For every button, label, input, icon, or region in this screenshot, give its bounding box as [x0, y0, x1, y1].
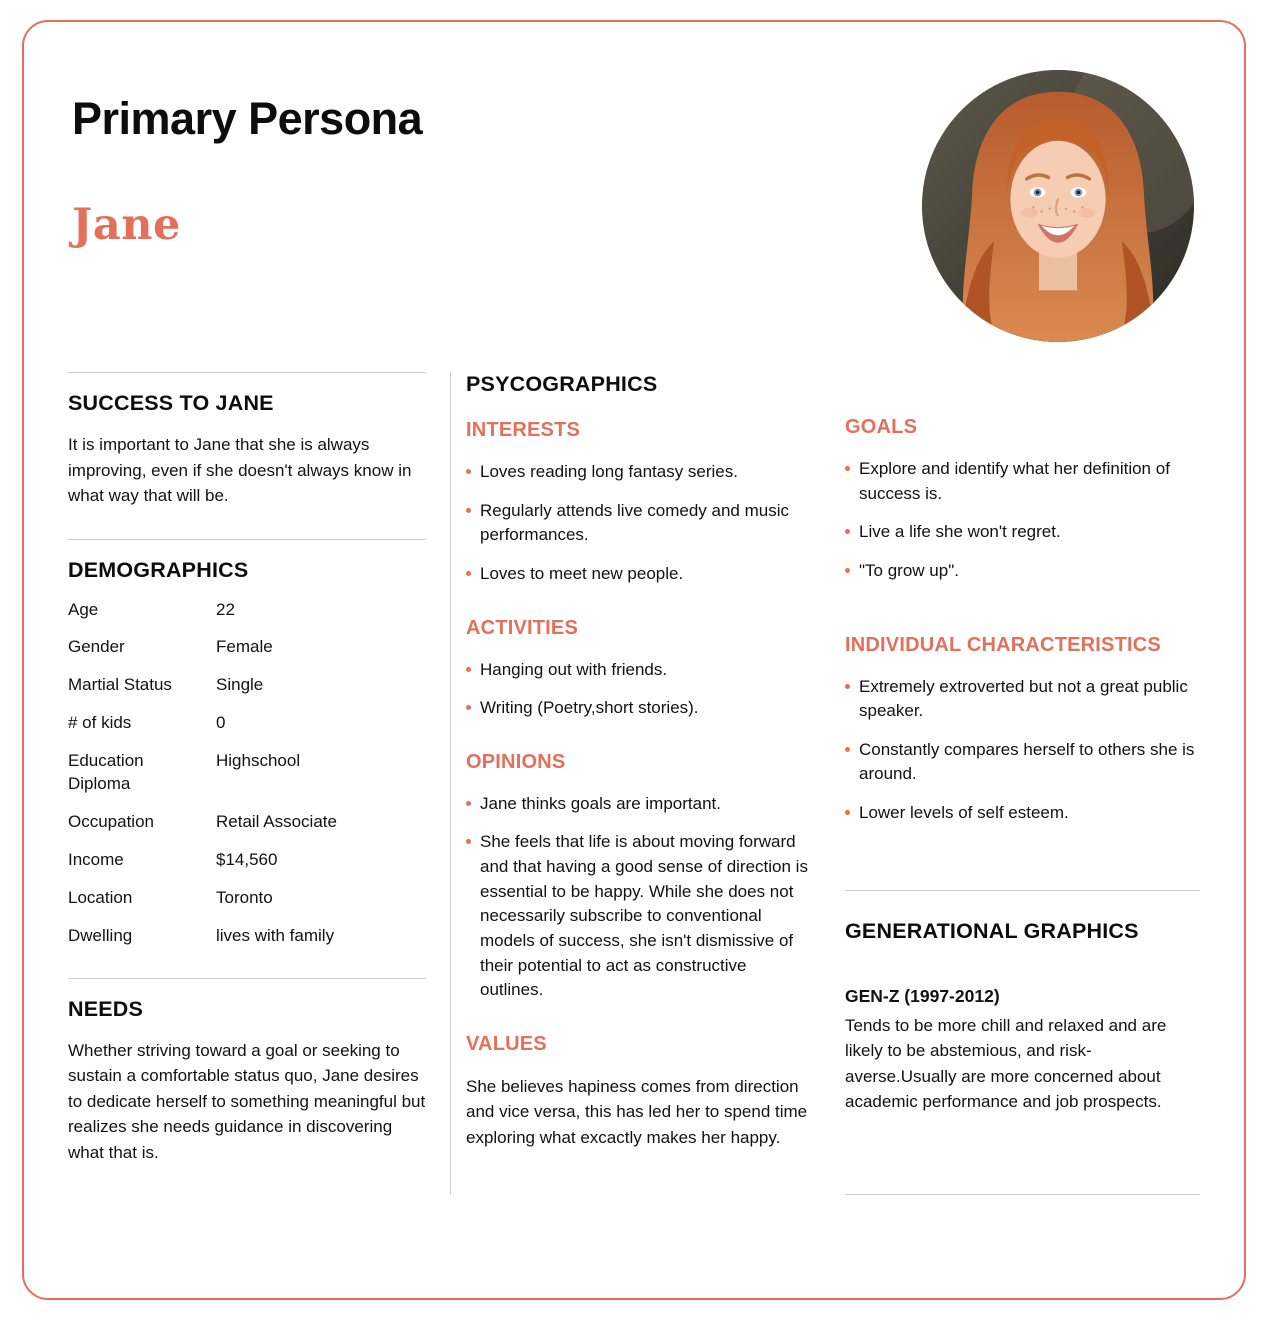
list-item: Loves reading long fantasy series.	[466, 460, 811, 485]
list-item: Live a life she won't regret.	[845, 520, 1200, 545]
demographic-value: Toronto	[216, 888, 273, 907]
list-item: "To grow up".	[845, 559, 1200, 584]
table-row	[68, 712, 426, 735]
list-item: Extremely extroverted but not a great public speaker.	[845, 675, 1200, 724]
success-body: It is important to Jane that she is always improving, even if she doesn't always know in what way that will be.	[68, 435, 412, 505]
divider	[68, 978, 426, 979]
list-item: Jane thinks goals are important.	[466, 792, 811, 817]
page-title: Primary Persona	[72, 93, 423, 144]
demographic-value: lives with family	[216, 925, 335, 945]
right-column	[845, 372, 1200, 1195]
interests-list	[466, 460, 811, 587]
demographic-label: Dwelling	[68, 925, 133, 945]
header	[68, 56, 1200, 342]
goals-list	[845, 457, 1200, 598]
table-row	[68, 925, 426, 948]
divider	[68, 372, 426, 373]
demographic-value: 22	[216, 599, 235, 619]
table-row	[68, 636, 426, 659]
psychographics-heading: PSYCOGRAPHICS	[466, 372, 658, 396]
persona-name: Jane	[72, 200, 181, 250]
opinions-list	[466, 792, 811, 1003]
activities-heading: ACTIVITIES	[466, 616, 579, 639]
table-row	[68, 849, 426, 872]
success-heading: SUCCESS TO JANE	[68, 391, 274, 415]
demographic-label: Location	[68, 888, 133, 907]
table-row	[68, 599, 426, 622]
list-item: Writing (Poetry,short stories).	[466, 696, 811, 721]
activities-list	[466, 658, 811, 721]
table-row	[68, 674, 426, 697]
list-item: Regularly attends live comedy and music performances.	[466, 499, 811, 548]
goals-heading: GOALS	[845, 416, 918, 438]
list-item: Loves to meet new people.	[466, 562, 811, 587]
list-item: She feels that life is about moving forward and that having a good sense of direction is essential to be happy. While she does not necessarily subscribe to conventional models of success, she isn't dismissive of their potential to act as constructive outlines.	[466, 830, 811, 1002]
individual-characteristics-heading: INDIVIDUAL CHARACTERISTICS	[845, 633, 1161, 656]
table-row	[68, 811, 426, 834]
demographics-table	[68, 599, 426, 948]
left-column	[68, 372, 426, 1195]
demographic-label: Martial Status	[68, 675, 172, 695]
demographic-value: Highschool	[216, 751, 301, 771]
divider	[845, 890, 1200, 891]
list-item: Lower levels of self esteem.	[845, 801, 1200, 826]
demographic-label: Gender	[68, 637, 125, 657]
list-item: Hanging out with friends.	[466, 658, 811, 683]
individual-characteristics-list	[845, 675, 1200, 840]
interests-heading: INTERESTS	[466, 419, 581, 441]
demographic-label: Age	[68, 599, 99, 619]
demographic-value: 0	[216, 713, 226, 733]
values-body: She believes hapiness comes from direction and vice versa, this has led her to spend time exploring what excactly makes her happy.	[466, 1076, 808, 1147]
demographic-label: Education Diploma	[68, 751, 144, 794]
values-heading: VALUES	[466, 1032, 547, 1055]
demographic-label: # of kids	[68, 713, 132, 733]
demographic-value: Retail Associate	[216, 812, 337, 832]
demographic-value: Female	[216, 637, 273, 657]
generational-body: Tends to be more chill and relaxed and are likely to be abstemious, and risk-averse.Usually are more concerned about academic performance and job prospects.	[845, 1015, 1167, 1112]
needs-heading: NEEDS	[68, 996, 144, 1021]
demographic-value: Single	[216, 675, 264, 695]
demographics-heading: DEMOGRAPHICS	[68, 557, 249, 582]
generational-graphics-heading: GENERATIONAL GRAPHICS	[845, 918, 1139, 943]
table-row	[68, 750, 426, 796]
title-block	[68, 56, 423, 250]
content-columns	[68, 372, 1200, 1195]
divider	[845, 1194, 1200, 1195]
middle-column	[450, 372, 811, 1195]
persona-card	[22, 20, 1246, 1300]
persona-photo	[922, 70, 1194, 342]
table-row	[68, 887, 426, 910]
opinions-heading: OPINIONS	[466, 750, 566, 773]
demographic-label: Income	[68, 850, 124, 870]
needs-body: Whether striving toward a goal or seeking to sustain a comfortable status quo, Jane desires to dedicate herself to something meaningful but realizes she needs guidance in discovering what that is.	[68, 1040, 426, 1162]
divider	[68, 539, 426, 540]
gen-z-era-label: GEN-Z (1997-2012)	[845, 985, 1000, 1006]
list-item: Explore and identify what her definition of success is.	[845, 457, 1200, 506]
demographic-value: $14,560	[216, 850, 278, 870]
list-item: Constantly compares herself to others she is around.	[845, 738, 1200, 787]
persona-photo-illustration	[922, 70, 1194, 342]
demographic-label: Occupation	[68, 812, 154, 832]
